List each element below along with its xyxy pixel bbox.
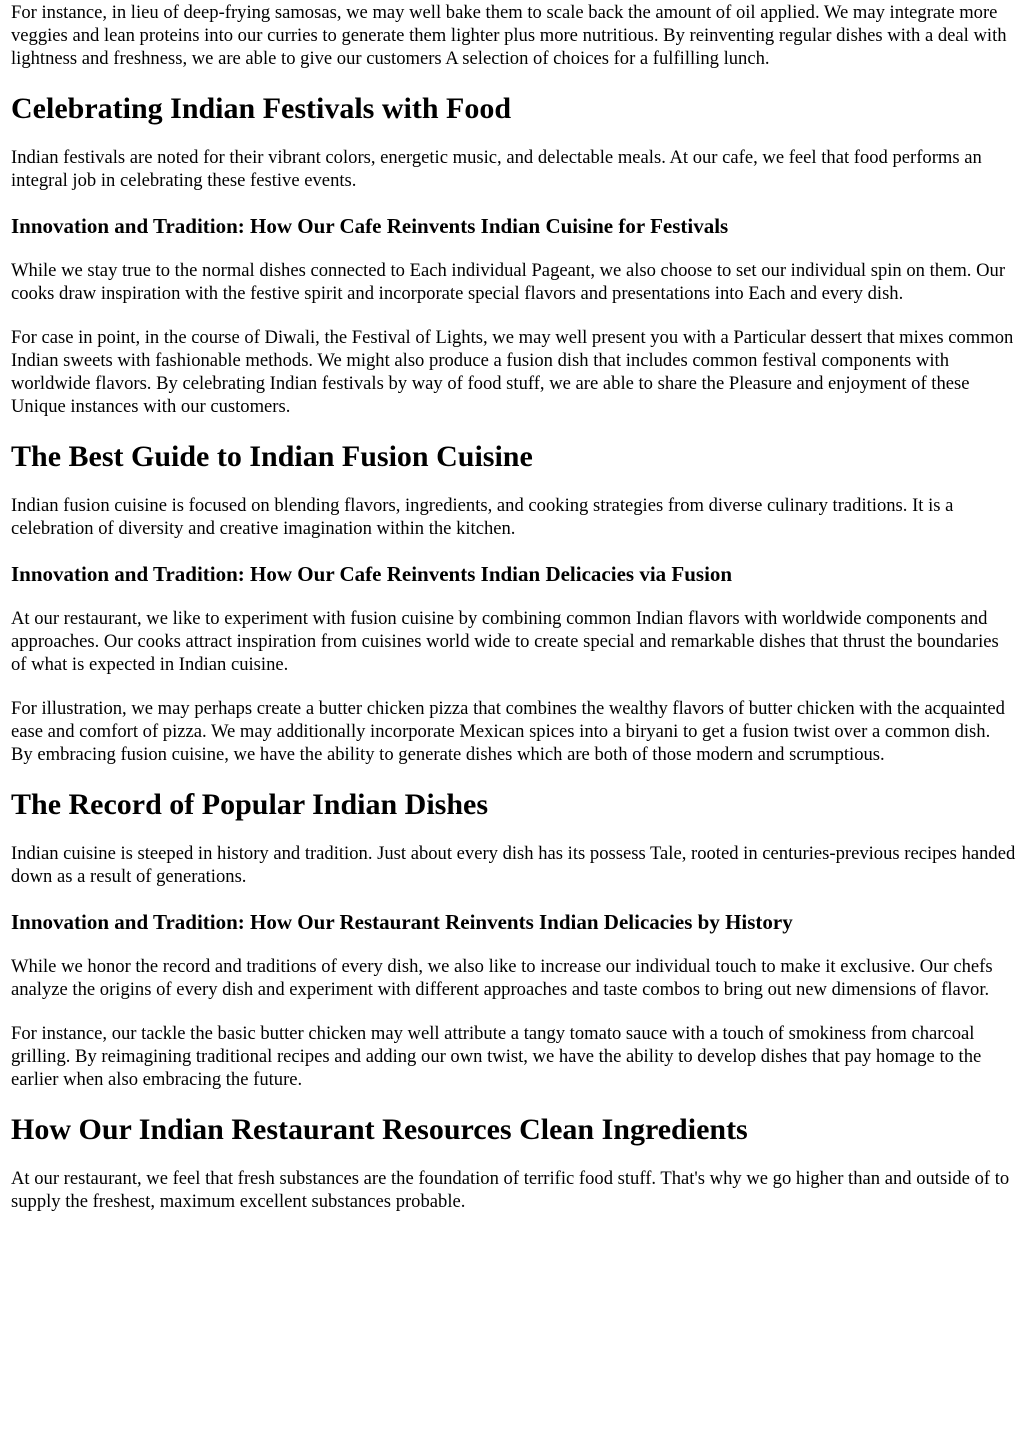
- paragraph-fusion-intro: Indian fusion cuisine is focused on blending flavors, ingredients, and cooking strategies from diverse culinary traditions. It is a celebration of diversity and creative imagination within the kitchen.: [11, 495, 954, 539]
- paragraph-history-intro: Indian cuisine is steeped in history and tradition. Just about every dish has its possess Tale, rooted in centuries-previous recipes handed down as a result of generations.: [11, 843, 1016, 887]
- subheading-history-innovation: Innovation and Tradition: How Our Restaurant Reinvents Indian Delicacies by History: [11, 910, 793, 934]
- paragraph-festivals-spin: While we stay true to the normal dishes connected to Each individual Pageant, we also choose to set our individual spin on them. Our cooks draw inspiration with the festive spirit and incorporate special flavors and presentations into Each and every dish.: [11, 260, 1006, 304]
- paragraph-diwali-example: For case in point, in the course of Diwali, the Festival of Lights, we may well present you with a Particular dessert that mixes common Indian sweets with fashionable methods. We might also produce a fusion dish that includes common festival components with worldwide flavors. By celebrating Indian festivals by way of food stuff, we are able to share the Pleasure and enjoyment of these Unique instances with our customers.: [11, 327, 1014, 417]
- paragraph-fusion-example: For illustration, we may perhaps create a butter chicken pizza that combines the wealthy flavors of butter chicken with the acquainted ease and comfort of pizza. We may additionally incorporate Mexican spices into a biryani to get a fusion twist over a common dish. By embracing fusion cuisine, we have the ability to generate dishes which are both of those modern and scrumptious.: [11, 698, 1005, 765]
- subheading-festivals-innovation: Innovation and Tradition: How Our Cafe Reinvents Indian Cuisine for Festivals: [11, 214, 729, 238]
- paragraph-festivals-intro: Indian festivals are noted for their vibrant colors, energetic music, and delectable meals. At our cafe, we feel that food performs an integral job in celebrating these festive events.: [11, 147, 982, 191]
- subheading-fusion-innovation: Innovation and Tradition: How Our Cafe Reinvents Indian Delicacies via Fusion: [11, 562, 733, 586]
- paragraph-fusion-experiment: At our restaurant, we like to experiment with fusion cuisine by combining common Indian flavors with worldwide components and approaches. Our cooks attract inspiration from cuisines world wide to create special and remarkable dishes that thrust the boundaries of what is expected in Indian cuisine.: [11, 608, 999, 675]
- paragraph-fresh-ingredients: At our restaurant, we feel that fresh substances are the foundation of terrific food stuff. That's why we go higher than and outside of to supply the freshest, maximum excellent substances probable.: [11, 1168, 1010, 1212]
- document-page: [0, 1, 1024, 1213]
- paragraph-butter-chicken-example: For instance, our tackle the basic butter chicken may well attribute a tangy tomato sauce with a touch of smokiness from charcoal grilling. By reimagining traditional recipes and adding our own twist, we have the ability to develop dishes that pay homage to the earlier when also embracing the future.: [11, 1023, 982, 1090]
- heading-fusion-guide: The Best Guide to Indian Fusion Cuisine: [11, 440, 533, 473]
- paragraph-history-honor: While we honor the record and traditions of every dish, we also like to increase our individual touch to make it exclusive. Our chefs analyze the origins of every dish and experiment with different approaches and taste combos to bring out new dimensions of flavor.: [11, 956, 993, 1000]
- heading-celebrating-festivals: Celebrating Indian Festivals with Food: [11, 92, 512, 125]
- paragraph-healthy-reinvention: For instance, in lieu of deep-frying samosas, we may well bake them to scale back the amount of oil applied. We may integrate more veggies and lean proteins into our curries to generate them lighter plus more nutritious. By reinventing regular dishes with a deal with lightness and freshness, we are able to give our customers A selection of choices for a fulfilling lunch.: [11, 2, 1007, 69]
- heading-dish-history: The Record of Popular Indian Dishes: [11, 788, 489, 821]
- heading-clean-ingredients: How Our Indian Restaurant Resources Clean Ingredients: [11, 1113, 748, 1146]
